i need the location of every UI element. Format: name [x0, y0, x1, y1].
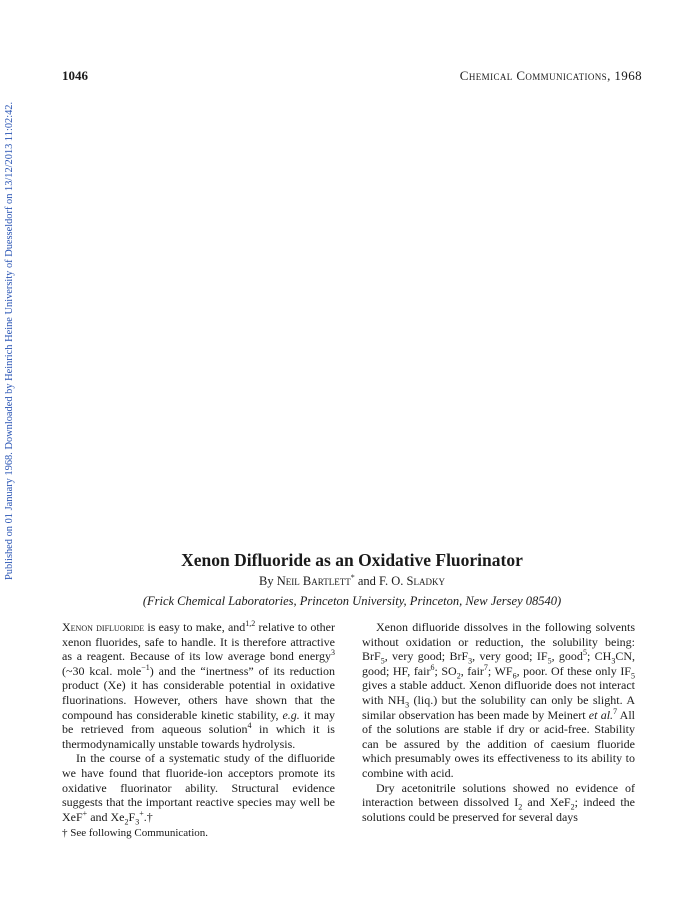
subscript: 3 — [135, 817, 140, 827]
text-run: CN, good; HF, fair — [362, 649, 635, 678]
subscript: 5 — [380, 656, 385, 666]
page-number: 1046 — [62, 68, 88, 83]
text-run: it may be retrieved from aqueous solution — [62, 707, 335, 737]
charge-mark: + — [139, 808, 144, 818]
italic-run: e.g. — [282, 707, 300, 722]
text-run: is easy to make, and — [144, 620, 246, 634]
text-run: , fair — [460, 663, 484, 678]
text-run: relative to other xenon fluorides, safe to handle. It is therefore attractive as a reagent. Because of its low average bond energy — [62, 620, 335, 664]
column-right — [362, 620, 635, 824]
download-stamp — [0, 90, 16, 580]
paragraph-1 — [62, 620, 335, 751]
text-run: gives a stable adduct. Xenon difluoride does not interact with NH — [362, 678, 635, 707]
corresponding-mark: * — [350, 572, 355, 582]
text-run: ; CH — [586, 649, 612, 664]
by-word: By — [259, 574, 274, 588]
running-header — [62, 68, 642, 84]
subscript: 5 — [547, 656, 552, 666]
charge-mark: + — [82, 808, 88, 818]
and-word: and — [357, 574, 376, 588]
footnote: † See following Communication. — [62, 827, 209, 839]
ref-mark: 5 — [582, 648, 587, 658]
subscript: 3 — [611, 656, 616, 666]
text-run: in which it is thermodynamically unstable towards hydrolysis. — [62, 722, 335, 751]
subscript: 3 — [405, 700, 410, 710]
exponent: −1 — [141, 662, 150, 672]
subscript: 5 — [631, 671, 635, 681]
author-line — [62, 574, 642, 589]
paragraph-2 — [62, 751, 335, 827]
ref-mark: 6 — [430, 662, 435, 672]
ref-mark: 7 — [613, 706, 618, 716]
text-run: F — [128, 809, 136, 824]
text-run: In the course of a systematic study of the difluoride we have found that fluoride-ion acceptors promote its oxidative fluorinator ability. Structural evidence suggests that the important reactive species may well be XeF — [62, 751, 335, 824]
text-run: , good — [551, 649, 583, 664]
text-run: , poor. Of these only IF — [516, 663, 631, 678]
text-run: (liq.) but the solubility can only be slight. A similar observation has been made by Meinert — [362, 692, 636, 722]
paragraph-3 — [362, 620, 635, 781]
ref-mark: 1,2 — [245, 619, 256, 628]
lead-in: Xenon difluoride — [62, 620, 145, 634]
ref-mark: 7 — [483, 662, 488, 672]
affiliation: (Frick Chemical Laboratories, Princeton University, Princeton, New Jersey 08540) — [142, 594, 562, 608]
author-sladky: F. O. Sladky — [379, 574, 445, 588]
text-run: .† — [143, 809, 153, 824]
column-left — [62, 619, 335, 827]
text-run: ; WF — [487, 663, 513, 678]
text-run: ; indeed the solutions could be preserved for several days — [362, 795, 635, 824]
text-run: Xenon difluoride dissolves in the following solvents without oxidation or reduction, the solubility being: BrF — [362, 620, 635, 664]
italic-run: et al. — [588, 707, 614, 722]
text-run: ) and the “inertness” of its reduction product (Xe) it has considerable potential in oxidative fluorinations. However, others have shown that the compound has considerable kinetic stability, — [62, 663, 335, 722]
text-run: (~30 kcal. mole — [62, 663, 142, 678]
subscript: 2 — [456, 671, 461, 681]
article-title: Xenon Difluoride as an Oxidative Fluorinator — [181, 550, 523, 570]
ref-mark: 3 — [331, 648, 335, 658]
text-run: , very good; BrF — [384, 649, 469, 664]
author-bartlett: Neil Bartlett — [276, 574, 351, 588]
ref-mark: 4 — [247, 721, 252, 731]
text-run: ; SO — [434, 663, 457, 678]
text-run: , very good; IF — [472, 649, 548, 664]
subscript: 2 — [518, 802, 523, 812]
subscript: 3 — [468, 656, 473, 666]
subscript: 2 — [570, 802, 575, 812]
journal-name: Chemical Communications, 1968 — [459, 68, 642, 83]
text-run: and XeF — [522, 795, 571, 810]
text-run: and Xe — [87, 809, 125, 824]
subscript: 6 — [512, 671, 517, 681]
paragraph-4 — [362, 781, 635, 825]
text-run: Dry acetonitrile solutions showed no evidence of interaction between dissolved I — [362, 780, 635, 810]
download-stamp-text: Published on 01 January 1968. Downloaded by Heinrich Heine University of Duesseldorf on 13/12/2013 11:02:42. — [4, 101, 15, 580]
subscript: 2 — [124, 817, 129, 827]
text-run: All of the solutions are stable if dry or acid-free. Stability can be assured by the addition of caesium fluoride which presumably owes its effectiveness to its ability to combine with acid. — [362, 707, 635, 780]
